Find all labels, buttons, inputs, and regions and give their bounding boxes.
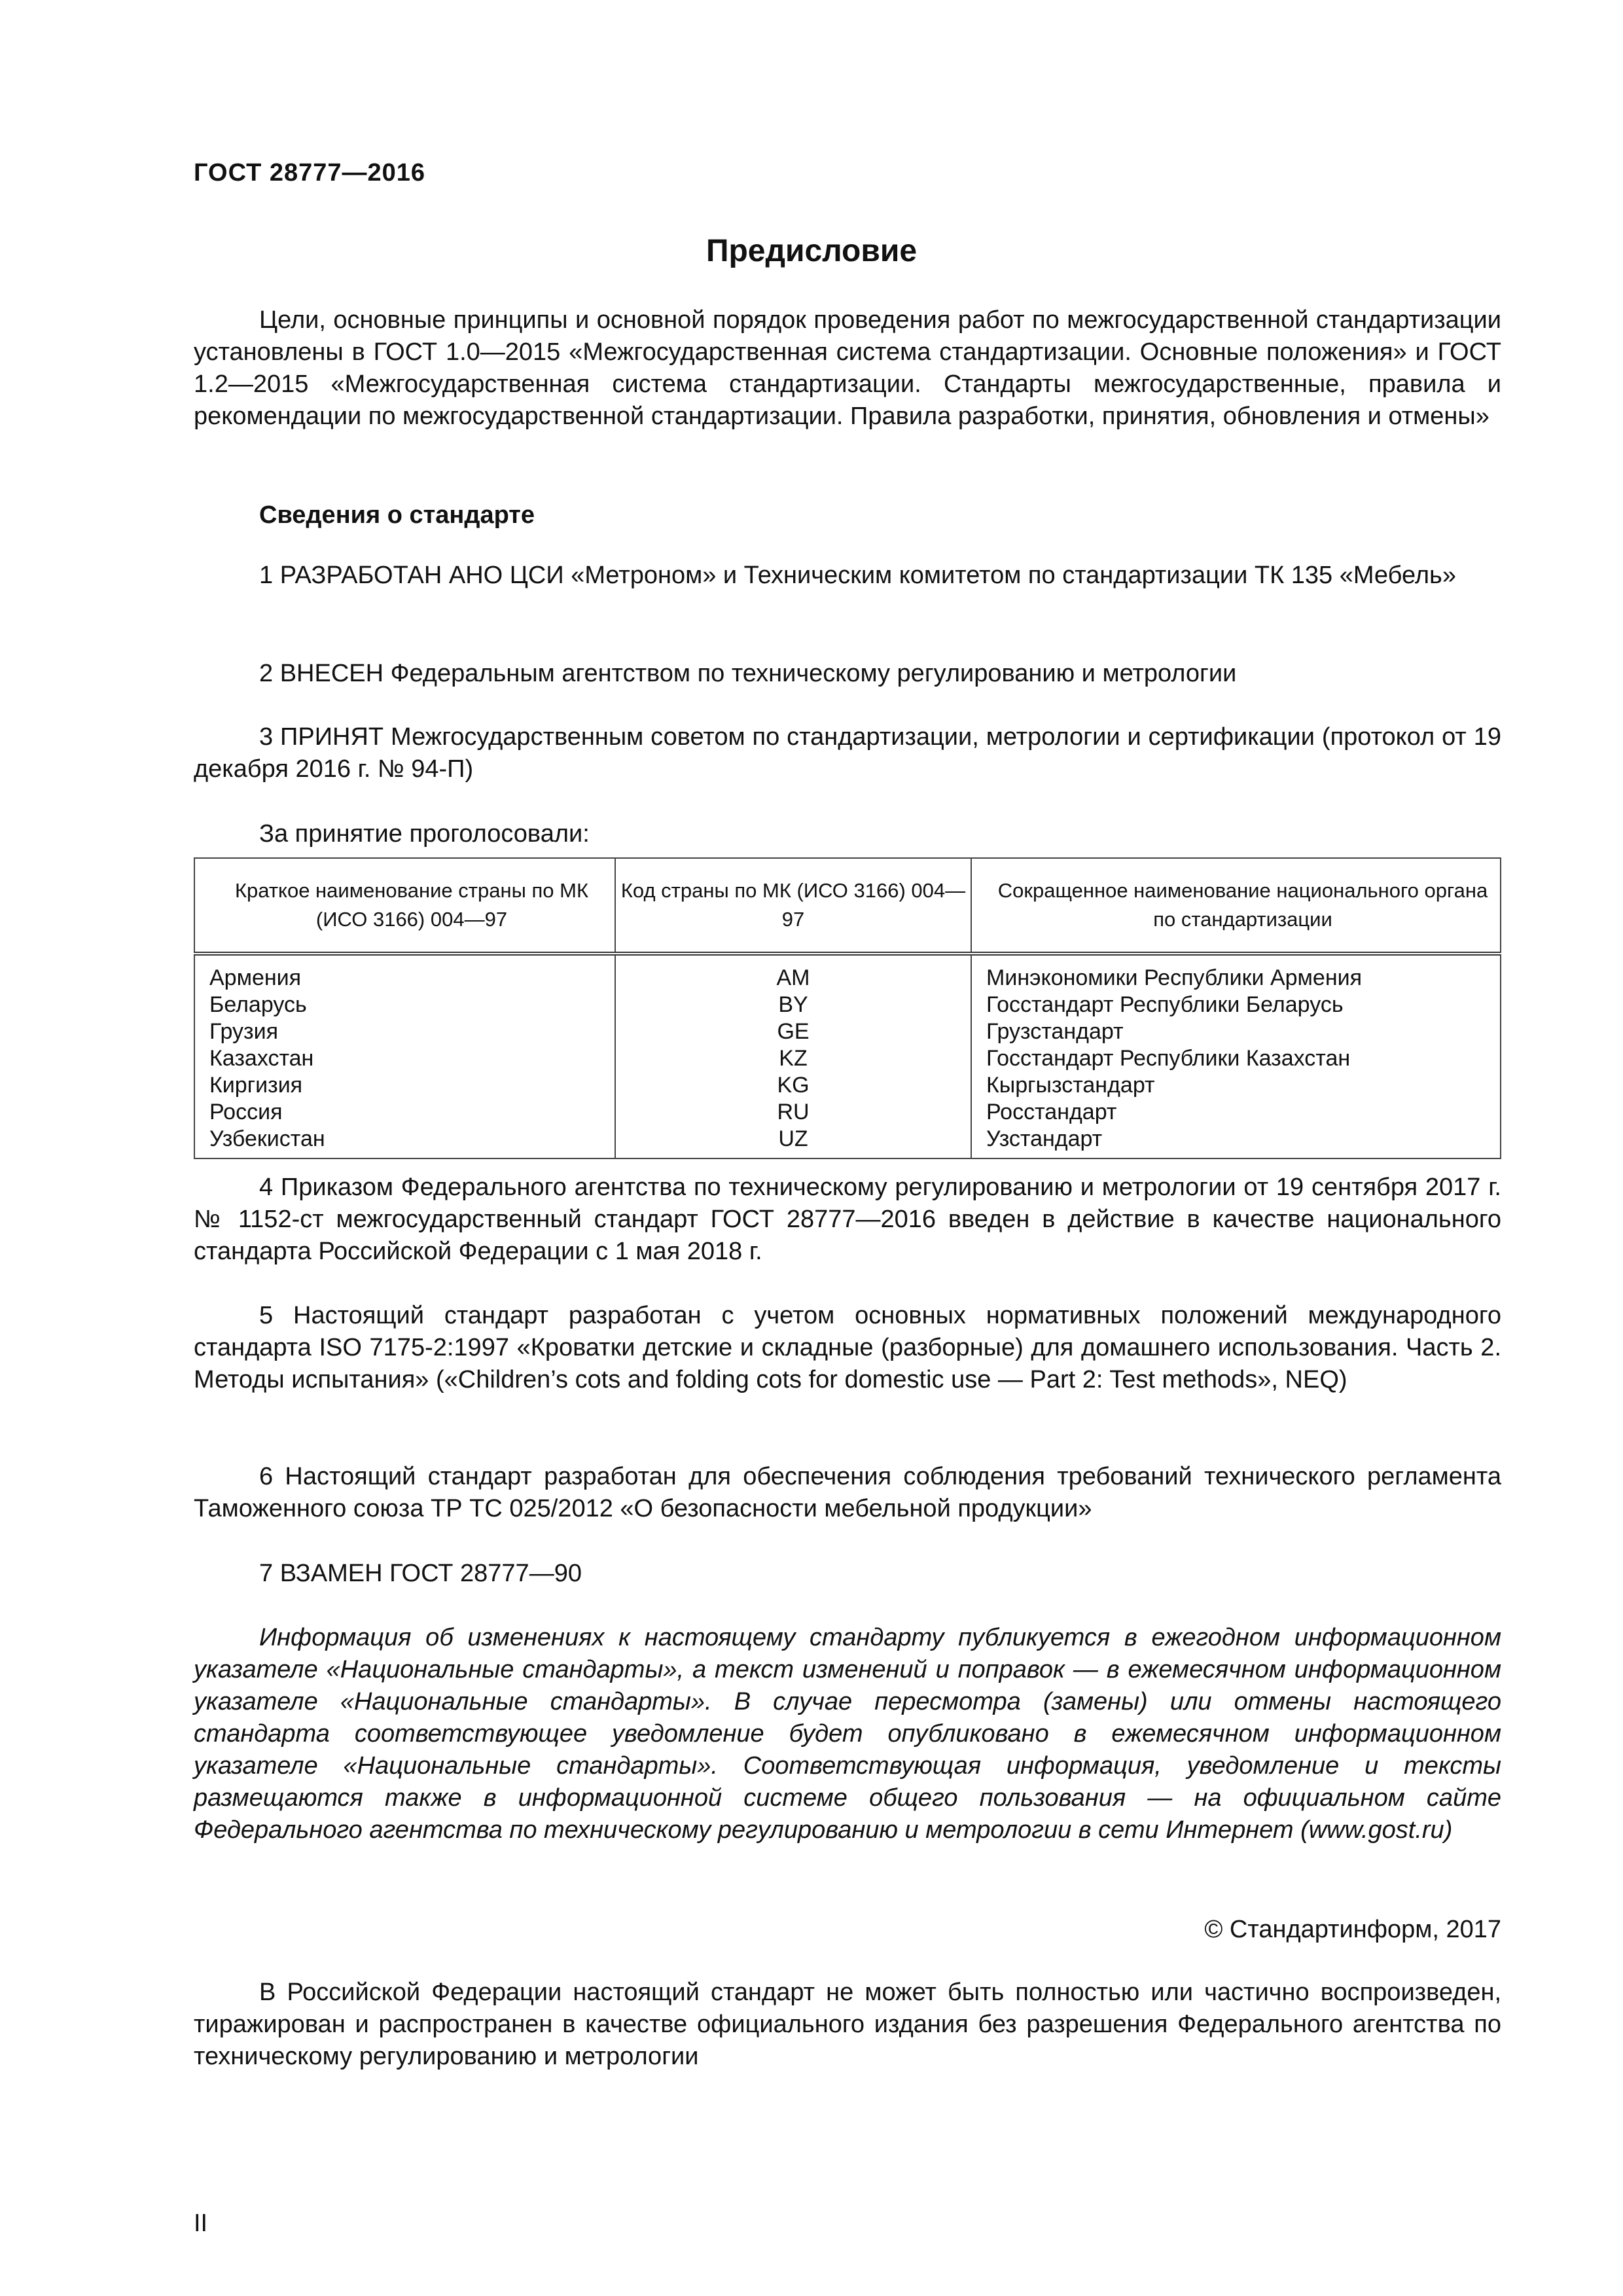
standards-body-column	[971, 954, 1501, 1158]
table-cell-code: KG	[777, 1073, 810, 1098]
page-title: Предисловие	[705, 234, 918, 268]
rights-notice: В Российской Федерации настоящий стандарт не может быть полностью или частично воспроизведен, тиражирован и распространен в качестве официального издания без разрешения Федерального агентства по техническому регулированию и метрологии	[194, 1979, 1501, 2070]
item-4-enacted-by-order: 4 Приказом Федерального агентства по техническому регулированию и метрологии от 19 сентября 2017 г. № 1152-ст межгосударственный стандарт ГОСТ 28777—2016 введен в действие в качестве национального стандарта Российской Федерации с 1 мая 2018 г.	[194, 1174, 1501, 1265]
table-cell-code: AM	[776, 965, 810, 990]
table-cell-code: RU	[777, 1100, 810, 1124]
table-cell-country: Казахстан	[209, 1046, 314, 1071]
header-standards-body: Сокращенное наименование национального органа по стандартизации	[971, 858, 1501, 954]
section-heading: Сведения о стандарте	[259, 501, 535, 529]
table-cell-country: Беларусь	[209, 992, 307, 1017]
table-body-row	[194, 954, 1501, 1158]
table-cell-country: Узбекистан	[209, 1126, 325, 1151]
table-cell-body: Росстандарт	[986, 1100, 1117, 1124]
table-cell-country: Россия	[209, 1100, 283, 1124]
gost-number-header: ГОСТ 28777—2016	[194, 159, 426, 187]
info-notice: Информация об изменениях к настоящему стандарту публикуется в ежегодном информационном указателе «Национальные стандарты», а текст изменений и поправок — в ежемесячном информационном указателе «Национальные стандарты». В случае пересмотра (замены) или отмены настоящего стандарта соответствующее уведомление будет опубликовано в ежемесячном информационном указателе «Национальные стандарты». Соответствующая информация, уведомление и тексты размещаются также в информационной системе общего пользования — на официальном сайте Федерального агентства по техническому регулированию и метрологии в сети Интернет (www.gost.ru)	[194, 1624, 1501, 1844]
table-cell-body: Узстандарт	[986, 1126, 1103, 1151]
intro-paragraph: Цели, основные принципы и основной порядок проведения работ по межгосударственной стандартизации установлены в ГОСТ 1.0—2015 «Межгосударственная система стандартизации. Основные положения» и ГОСТ 1.2—2015 «Межгосударственная система стандартизации. Стандарты межгосударственные, правила и рекомендации по межгосударственной стандартизации. Правила разработки, принятия, обновления и отмены»	[194, 306, 1501, 430]
table-cell-body: Госстандарт Республики Казахстан	[986, 1046, 1351, 1071]
table-cell-body: Кыргызстандарт	[986, 1073, 1155, 1098]
header-code: Код страны по МК (ИСО 3166) 004—97	[615, 858, 971, 954]
votes-intro: За принятие проголосовали:	[259, 820, 590, 848]
item-1-developed-by: 1 РАЗРАБОТАН АНО ЦСИ «Метроном» и Техническим комитетом по стандартизации ТК 135 «Мебель»	[259, 562, 1456, 589]
table-cell-body: Минэкономики Республики Армения	[986, 965, 1362, 990]
table-cell-code: BY	[778, 992, 808, 1017]
item-3-adopted-by: 3 ПРИНЯТ Межгосударственным советом по стандартизации, метрологии и сертификации (протокол от 19 декабря 2016 г. № 94-П)	[194, 723, 1501, 783]
country-column	[194, 954, 615, 1158]
table-cell-country: Армения	[209, 965, 302, 990]
table-header-row	[194, 858, 1501, 954]
table-cell-country: Грузия	[209, 1019, 279, 1044]
table-cell-code: KZ	[779, 1046, 808, 1071]
item-5-iso-reference: 5 Настоящий стандарт разработан с учетом основных нормативных положений международного стандарта ISO 7175-2:1997 «Кроватки детские и складные (разборные) для домашнего использования. Часть 2. Методы испытания» («Children’s cots and folding cots for domestic use — Part 2: Test methods», NEQ)	[194, 1302, 1501, 1393]
item-7-replaces: 7 ВЗАМЕН ГОСТ 28777—90	[259, 1560, 582, 1587]
table-cell-code: GE	[777, 1019, 810, 1044]
item-6-technical-regulation: 6 Настоящий стандарт разработан для обеспечения соблюдения требований технического регламента Таможенного союза ТР ТС 025/2012 «О безопасности мебельной продукции»	[194, 1463, 1501, 1522]
voting-countries-table	[194, 857, 1501, 1159]
code-column	[615, 954, 971, 1158]
table-cell-body: Госстандарт Республики Беларусь	[986, 992, 1344, 1017]
page-number: II	[194, 2210, 208, 2237]
copyright-line: © Стандартинформ, 2017	[1204, 1916, 1501, 1943]
header-country: Краткое наименование страны по МК (ИСО 3166) 004—97	[194, 858, 615, 954]
table-cell-country: Киргизия	[209, 1073, 303, 1098]
table-cell-body: Грузстандарт	[986, 1019, 1124, 1044]
table-cell-code: UZ	[778, 1126, 808, 1151]
item-2-submitted-by: 2 ВНЕСЕН Федеральным агентством по техническому регулированию и метрологии	[259, 660, 1237, 687]
